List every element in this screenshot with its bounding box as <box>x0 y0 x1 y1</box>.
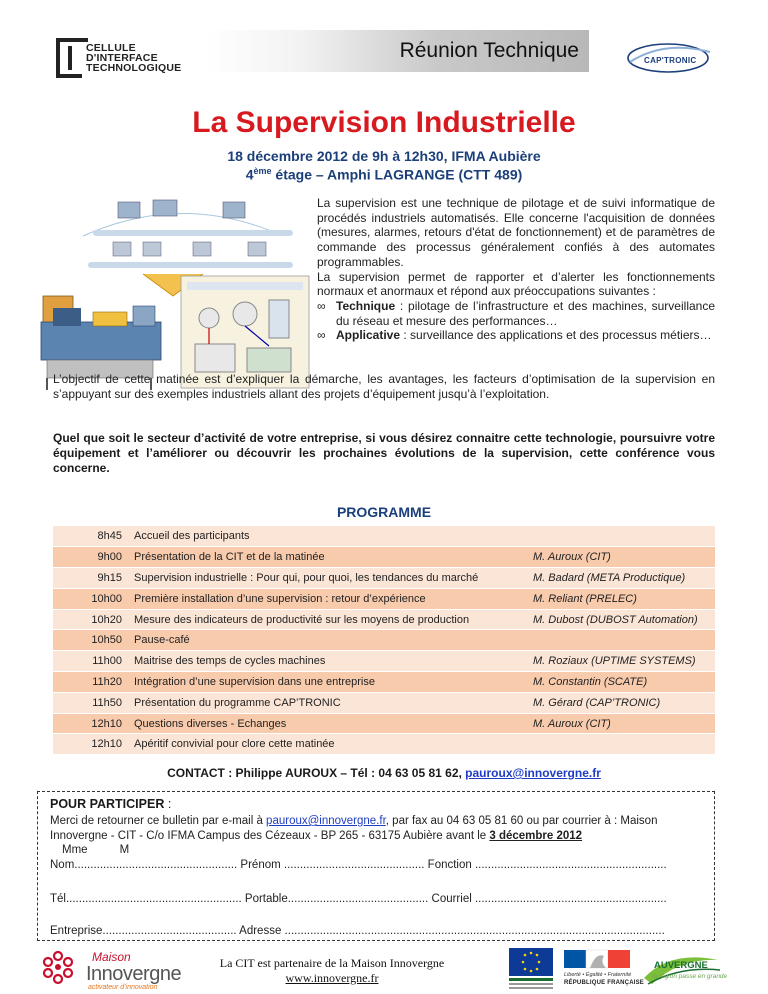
program-topic: Accueil des participants <box>130 526 529 547</box>
program-row <box>53 568 715 589</box>
program-title: PROGRAMME <box>336 504 432 520</box>
program-time: 9h00 <box>53 547 130 568</box>
program-row <box>53 734 715 755</box>
form-line-phone[interactable]: Tél....................................................... Portable............................................ Courriel ............................................................ <box>50 893 667 905</box>
program-time: 10h00 <box>53 588 130 609</box>
program-topic: Pause-café <box>130 630 529 651</box>
program-speaker: M. Gérard (CAP’TRONIC) <box>529 692 715 713</box>
supervision-illustration <box>33 196 311 392</box>
infinity-bullet-icon: ∞ <box>317 328 326 343</box>
program-row <box>53 526 715 547</box>
partner-url-link[interactable]: www.innovergne.fr <box>285 971 379 985</box>
form-email-link[interactable]: pauroux@innovergne.fr <box>266 815 386 827</box>
form-instructions: Merci de retourner ce bulletin par e-mail à pauroux@innovergne.fr, par fax au 04 63 05 81 60 ou par courrier à : Maison Innovergne - CIT - C/o IFMA Campus des Cézeaux - BP 265 - 63175 Aubière avant le 3 décembre 2012 <box>50 815 658 842</box>
program-time: 11h20 <box>53 672 130 693</box>
program-speaker: M. Auroux (CIT) <box>529 713 715 734</box>
civility-mme[interactable]: Mme <box>62 844 88 856</box>
program-speaker <box>529 630 715 651</box>
event-place: 4ème étage – Amphi LAGRANGE (CTT 489) <box>245 166 523 183</box>
program-row <box>53 588 715 609</box>
intro-paragraph-1: La supervision est une technique de pilotage et de suivi informatique de procédés industriels automatisés. Elle concerne l'acquisition de données (mesures, alarmes, retours d'état de fonctionnement) et de paramètres de commande des processus généralement confiés à des automates programmables. <box>317 196 715 269</box>
program-topic: Apéritif convivial pour clore cette matinée <box>130 734 529 755</box>
program-time: 10h20 <box>53 609 130 630</box>
program-speaker: M. Constantin (SCATE) <box>529 672 715 693</box>
cit-logo <box>56 36 216 80</box>
program-row <box>53 547 715 568</box>
form-line-name[interactable]: Nom................................................... Prénom ............................................ Fonction ............................................................ <box>50 859 667 871</box>
program-time: 8h45 <box>53 526 130 547</box>
objective-paragraph: L’objectif de cette matinée est d’expliquer la démarche, les avantages, les facteurs d’optimisation de la supervision en s’appuyant sur des exemples industriels allant des projets d’équipement jusqu’à l’exploitation. <box>53 372 715 401</box>
program-time: 12h10 <box>53 713 130 734</box>
civility-options <box>62 844 161 856</box>
program-time: 11h50 <box>53 692 130 713</box>
cit-logo-text: CELLULE D'INTERFACE TECHNOLOGIQUE <box>86 42 182 74</box>
program-time: 11h00 <box>53 651 130 672</box>
program-topic: Questions diverses - Echanges <box>130 713 529 734</box>
maison-innovergne-logo: Maison Innovergne activateur d'innovation <box>38 946 198 992</box>
program-topic: Supervision industrielle : Pour qui, pour quoi, les tendances du marché <box>130 568 529 589</box>
event-date: 18 décembre 2012 de 9h à 12h30, IFMA Aubière <box>227 148 541 164</box>
callout-paragraph: Quel que soit le secteur d’activité de votre entreprise, si vous désirez connaitre cette technologie, poursuivre votre équipement et l’améliorer ou découvrir les prochaines évolutions de la supervision, cette conférence vous concerne. <box>53 431 715 475</box>
intro-paragraph-2: La supervision permet de rapporter et d’alerter les fonctionnements normaux et anormaux et répond aux préoccupations suivantes : <box>317 269 715 299</box>
program-speaker: M. Roziaux (UPTIME SYSTEMS) <box>529 651 715 672</box>
bullet-applicative: ∞ Applicative : surveillance des applications et des processus métiers… <box>317 328 712 343</box>
form-title: POUR PARTICIPER : <box>50 797 172 811</box>
program-topic: Première installation d’une supervision : retour d’expérience <box>130 588 529 609</box>
program-time: 9h15 <box>53 568 130 589</box>
infinity-bullet-icon: ∞ <box>317 298 326 313</box>
program-speaker <box>529 734 715 755</box>
civility-m[interactable]: M <box>119 844 130 856</box>
contact-email-link[interactable]: pauroux@innovergne.fr <box>465 766 601 780</box>
program-row <box>53 651 715 672</box>
contact-line: CONTACT : Philippe AUROUX – Tél : 04 63 05 81 62, pauroux@innovergne.fr <box>167 766 601 780</box>
program-speaker: M. Dubost (DUBOST Automation) <box>529 609 715 630</box>
form-deadline: 3 décembre 2012 <box>489 830 583 842</box>
supervision-diagram-image <box>33 196 311 392</box>
program-topic: Présentation de la CIT et de la matinée <box>130 547 529 568</box>
program-speaker <box>529 526 715 547</box>
program-row <box>53 630 715 651</box>
program-row <box>53 692 715 713</box>
captronic-logo: CAP'TRONIC <box>624 38 716 78</box>
intro-bullets <box>317 299 715 343</box>
partner-text: La CIT est partenaire de la Maison Innovergne www.innovergne.fr <box>219 956 445 985</box>
program-topic: Présentation du programme CAP’TRONIC <box>130 692 529 713</box>
program-topic: Maitrise des temps de cycles machines <box>130 651 529 672</box>
bullet-technique: ∞ Technique : pilotage de l’infrastructure et des machines, surveillance du réseau et mesure des performances… <box>317 298 715 328</box>
program-speaker: M. Badard (META Productique) <box>529 568 715 589</box>
program-row <box>53 672 715 693</box>
eu-flag-icon <box>506 946 556 992</box>
program-row <box>53 609 715 630</box>
registration-form <box>37 791 715 941</box>
banner-title: Réunion Technique <box>399 39 579 62</box>
page-title: La Supervision Industrielle <box>192 106 576 139</box>
program-row <box>53 713 715 734</box>
program-table <box>53 526 715 755</box>
program-speaker: M. Auroux (CIT) <box>529 547 715 568</box>
maison-innovergne-icon <box>38 946 78 988</box>
header-banner <box>207 30 589 72</box>
cit-logo-mark <box>56 38 82 78</box>
eu-flag-logo <box>506 946 556 992</box>
program-topic: Intégration d’une supervision dans une entreprise <box>130 672 529 693</box>
intro-text <box>317 196 715 343</box>
program-time: 12h10 <box>53 734 130 755</box>
program-topic: Mesure des indicateurs de productivité sur les moyens de production <box>130 609 529 630</box>
program-speaker: M. Reliant (PRELEC) <box>529 588 715 609</box>
program-time: 10h50 <box>53 630 130 651</box>
marianne-icon <box>560 948 638 970</box>
republique-francaise-logo: Liberté • Égalité • Fraternité RÉPUBLIQUE FRANÇAISE <box>560 948 638 990</box>
auvergne-logo: AUVERGNE la région passe en grande <box>640 948 722 988</box>
form-line-company[interactable]: Entreprise.......................................... Adresse ....................................................................................................................... <box>50 925 665 937</box>
